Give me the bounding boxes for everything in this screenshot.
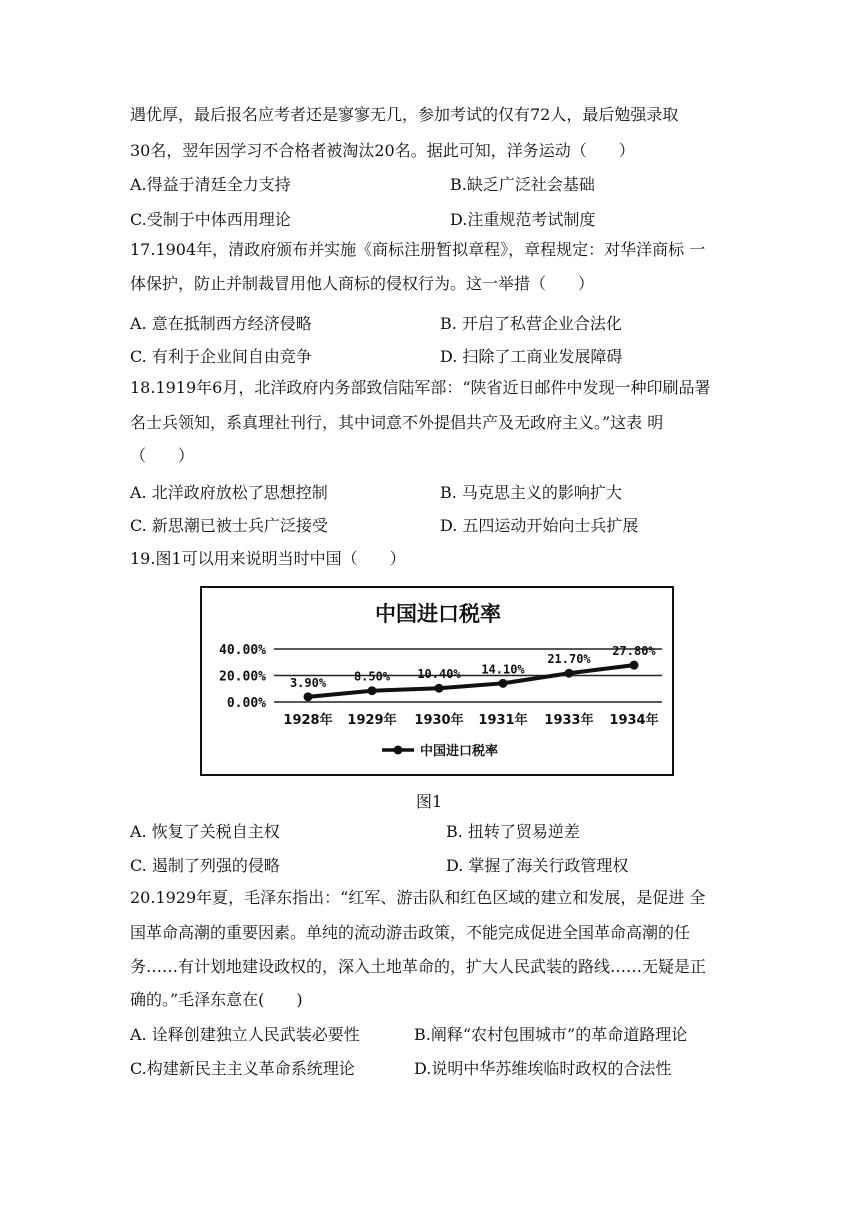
q17-option-d: D. 扫除了工商业发展障碍 bbox=[440, 347, 623, 366]
q17-text-line1: 17.1904年，清政府颁布并实施《商标注册暂拟章程》，章程规定：对华洋商标 一 bbox=[130, 240, 706, 259]
import-tariff-chart bbox=[202, 588, 672, 774]
x-tick-label: 1929年 bbox=[347, 713, 397, 728]
x-tick-label: 1934年 bbox=[609, 713, 659, 728]
q20-text-line1: 20.1929年夏，毛泽东指出：“红军、游击队和红色区域的建立和发展，是促进 全 bbox=[130, 888, 706, 907]
data-point bbox=[304, 692, 313, 701]
q20-text-line3: 务……有计划地建设政权的，深入土地革命的，扩大人民武装的路线……无疑是正 bbox=[130, 957, 707, 976]
q19-stem: 19.图1可以用来说明当时中国（ ） bbox=[130, 549, 406, 568]
q18-option-a: A. 北洋政府放松了思想控制 bbox=[130, 483, 328, 502]
x-tick-label: 1928年 bbox=[283, 713, 333, 728]
q16-option-b: B.缺乏广泛社会基础 bbox=[450, 175, 595, 194]
q19-option-b: B. 扭转了贸易逆差 bbox=[446, 822, 580, 841]
q18-option-d: D. 五四运动开始向士兵扩展 bbox=[440, 516, 639, 535]
q19-option-c: C. 遏制了列强的侵略 bbox=[130, 856, 280, 875]
data-point bbox=[630, 661, 639, 670]
q18-option-c: C. 新思潮已被士兵广泛接受 bbox=[130, 516, 328, 535]
legend-label: 中国进口税率 bbox=[420, 744, 499, 759]
q18-option-b: B. 马克思主义的影响扩大 bbox=[440, 483, 622, 502]
x-tick-label: 1931年 bbox=[478, 713, 528, 728]
data-point bbox=[368, 686, 377, 695]
y-tick-label: 0.00% bbox=[226, 696, 266, 711]
data-label: 8.50% bbox=[353, 669, 391, 684]
q18-text-line2: 名士兵领知，系真理社刊行，其中词意不外提倡共产及无政府主义。”这表 明 bbox=[130, 413, 664, 432]
q17-option-b: B. 开启了私营企业合法化 bbox=[440, 314, 622, 333]
x-tick-label: 1933年 bbox=[544, 713, 594, 728]
data-label: 3.90% bbox=[289, 675, 327, 690]
q20-option-c: C.构建新民主主义革命系统理论 bbox=[130, 1059, 355, 1078]
q20-text-line2: 国革命高潮的重要因素。单纯的流动游击政策，不能完成促进全国革命高潮的任 bbox=[130, 923, 691, 942]
chart-legend bbox=[382, 743, 498, 759]
data-label: 21.70% bbox=[547, 652, 591, 667]
q16-text-line1: 遇优厚，最后报名应考者还是寥寥无几，参加考试的仅有72人，最后勉强录取 bbox=[130, 105, 679, 124]
q16-option-c: C.受制于中体西用理论 bbox=[130, 210, 291, 229]
data-label: 10.40% bbox=[417, 667, 461, 682]
data-point bbox=[499, 679, 508, 688]
q19-option-d: D. 掌握了海关行政管理权 bbox=[446, 856, 629, 875]
q17-option-c: C. 有利于企业间自由竞争 bbox=[130, 347, 312, 366]
y-tick-label: 40.00% bbox=[219, 643, 266, 658]
chart-title: 中国进口税率 bbox=[375, 602, 501, 626]
x-tick-label: 1930年 bbox=[414, 713, 464, 728]
q19-option-a: A. 恢复了关税自主权 bbox=[130, 822, 280, 841]
figure-1-chart bbox=[200, 586, 674, 776]
q20-option-d: D.说明中华苏维埃临时政权的合法性 bbox=[414, 1059, 672, 1078]
legend-marker bbox=[394, 746, 403, 755]
data-label: 27.80% bbox=[612, 644, 656, 659]
figure-caption: 图1 bbox=[416, 792, 443, 811]
data-point bbox=[435, 684, 444, 693]
q16-option-a: A.得益于清廷全力支持 bbox=[130, 175, 291, 194]
q18-text-line1: 18.1919年6月，北洋政府内务部致信陆军部：“陕省近日邮件中发现一种印刷品署 bbox=[130, 378, 711, 397]
q16-option-d: D.注重规范考试制度 bbox=[450, 210, 596, 229]
data-label: 14.10% bbox=[481, 662, 525, 677]
q20-option-b: B.阐释“农村包围城市”的革命道路理论 bbox=[414, 1025, 688, 1044]
q17-option-a: A. 意在抵制西方经济侵略 bbox=[130, 314, 312, 333]
y-tick-label: 20.00% bbox=[219, 669, 266, 685]
data-point bbox=[565, 669, 574, 678]
q16-text-line2: 30名，翌年因学习不合格者被淘汰20名。据此可知，洋务运动（ ） bbox=[130, 141, 635, 160]
q20-option-a: A. 诠释创建独立人民武装必要性 bbox=[130, 1025, 360, 1044]
q20-text-line4: 确的。”毛泽东意在( ) bbox=[130, 990, 303, 1009]
q18-text-line3: （ ） bbox=[130, 446, 195, 465]
q17-text-line2: 体保护，防止并制裁冒用他人商标的侵权行为。这一举措（ ） bbox=[130, 274, 595, 293]
